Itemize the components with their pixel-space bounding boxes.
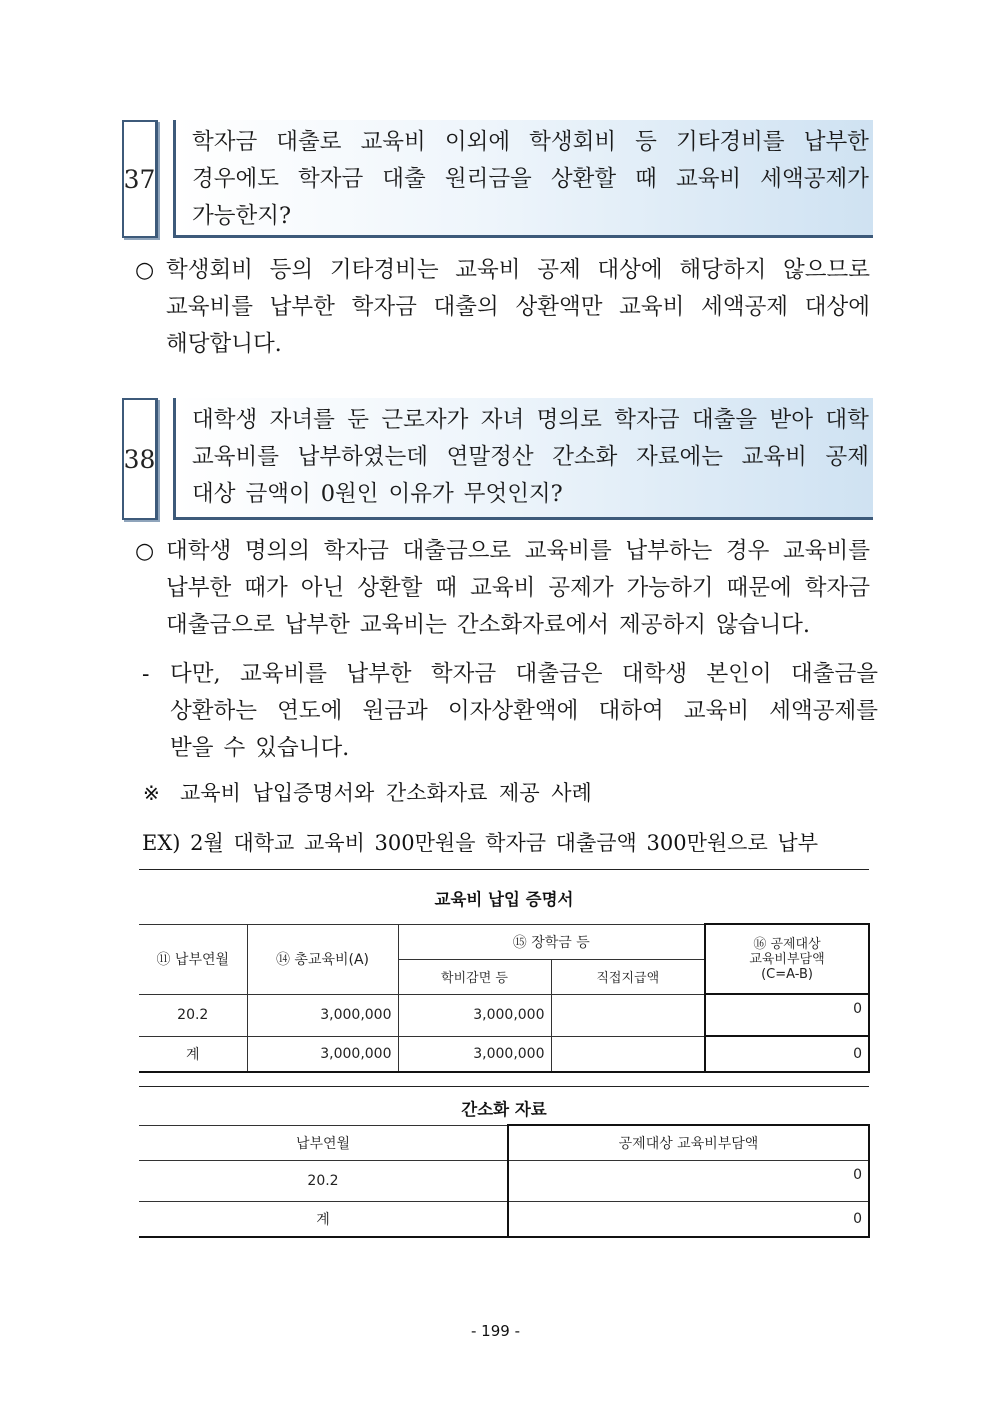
word: 교육비는 — [359, 612, 447, 638]
header-reduction: 학비감면 등 — [398, 959, 551, 994]
page-number: - 199 - — [471, 1322, 520, 1340]
cell-direct — [551, 994, 705, 1036]
header-deduct — [705, 924, 869, 994]
word: 학자금 — [323, 538, 389, 564]
word: 학자금 — [430, 661, 497, 687]
word: 등 — [635, 129, 657, 155]
cell-total: 3,000,000 — [247, 994, 398, 1036]
table-header-row — [139, 1125, 869, 1161]
header-deduct-line3: (C=A-B) — [761, 966, 813, 982]
word: 대상 — [192, 481, 236, 507]
text-line — [170, 656, 878, 693]
word: 교육비 — [619, 294, 685, 320]
cell-reduction: 3,000,000 — [398, 1036, 551, 1072]
cell-month: 계 — [139, 1036, 247, 1072]
certificate-table — [139, 923, 870, 1073]
example-text: EX) 2월 대학교 교육비 300만원을 학자금 대출금액 300만원으로 납부 — [142, 831, 818, 855]
word: 교육비를 — [524, 538, 612, 564]
word: 공제가 — [548, 575, 614, 601]
text-line — [192, 439, 869, 476]
word: 경우에도 — [192, 166, 279, 192]
word: 대학생 — [192, 407, 258, 433]
word: 수 — [223, 735, 246, 761]
word: 납부한 — [284, 612, 350, 638]
header-month: ⑪ 납부연월 — [139, 924, 247, 994]
question-37-text — [192, 124, 869, 235]
word: 대출금은 — [515, 661, 603, 687]
simplified-table — [139, 1124, 870, 1238]
text-line — [192, 402, 869, 439]
header-scholarship: ⑮ 장학금 등 — [398, 924, 705, 959]
dash-bullet: - — [142, 662, 150, 687]
question-box-37 — [173, 120, 873, 238]
divider-top — [139, 869, 869, 870]
word: 자녀 — [480, 407, 525, 433]
word: 상환할 — [357, 575, 423, 601]
word: 둔 — [347, 407, 369, 433]
text-line — [166, 252, 870, 289]
text-line — [166, 607, 870, 644]
word: 세액공제를 — [769, 698, 878, 724]
certificate-title: 교육비 납입 증명서 — [434, 890, 574, 909]
word: 납부하는 — [625, 538, 713, 564]
note-mark: ※ — [143, 781, 160, 805]
word: 납부한 — [803, 129, 869, 155]
word: 교육비 — [683, 698, 750, 724]
header-total: ⑭ 총교육비(A) — [247, 924, 398, 994]
header-month: 납부연월 — [139, 1125, 508, 1161]
header-amount: 공제대상 교육비부담액 — [508, 1125, 869, 1161]
word: 대학생 — [621, 661, 688, 687]
text-line — [170, 693, 878, 730]
word: 있습니다. — [255, 735, 350, 761]
word: 학자금 — [351, 294, 417, 320]
question-box-38 — [173, 398, 873, 520]
table-header-row — [139, 924, 869, 959]
text-line — [166, 533, 870, 570]
word: 세액공제 — [701, 294, 789, 320]
word: 대하여 — [598, 698, 664, 724]
cell-reduction: 3,000,000 — [398, 994, 551, 1036]
word: 대출금으로 — [402, 538, 512, 564]
word: 대학생 — [166, 538, 232, 564]
word: 간소화 — [552, 444, 618, 470]
text-line — [170, 730, 878, 767]
word: 공제 — [825, 444, 869, 470]
cell-month: 계 — [139, 1202, 508, 1238]
word: 납부하였는데 — [297, 444, 428, 470]
question-number-text: 38 — [123, 444, 156, 474]
cell-direct — [551, 1036, 705, 1072]
word: 명의로 — [536, 407, 602, 433]
header-direct: 직접지급액 — [551, 959, 705, 994]
table-row — [139, 994, 869, 1036]
word: 대상에 — [597, 257, 663, 283]
answer-38-text — [166, 533, 870, 644]
text-line — [166, 570, 870, 607]
question-number-text: 37 — [123, 164, 156, 194]
word: 해당합니다. — [166, 331, 282, 357]
text-line — [192, 161, 869, 198]
word: 납부한 — [269, 294, 335, 320]
text-line — [166, 326, 870, 363]
word: 기타경비는 — [329, 257, 439, 283]
word: 교육비를 — [783, 538, 870, 564]
header-deduct-line2: 교육비부담액 — [749, 951, 825, 967]
word: 납부한 — [346, 661, 412, 687]
word: 무엇인지? — [463, 481, 563, 507]
word: 이자상환액에 — [447, 698, 579, 724]
word: 때 — [435, 575, 458, 601]
text-line — [192, 198, 869, 235]
note-text: 교육비 납입증명서와 간소화자료 제공 사례 — [180, 781, 592, 805]
word: 대출금으로 — [166, 612, 275, 638]
word: 교육비 — [360, 129, 426, 155]
word: 연도에 — [277, 698, 343, 724]
cell-amount: 0 — [508, 1161, 869, 1202]
word: 납부한 — [166, 575, 232, 601]
word: 아닌 — [300, 575, 345, 601]
word: 받을 — [170, 735, 214, 761]
table-row — [139, 1161, 869, 1202]
word: 상환액만 — [515, 294, 603, 320]
word: 공제 — [537, 257, 581, 283]
word: 대출을 — [691, 407, 758, 433]
word: 교육비 — [675, 166, 742, 192]
word: 원금과 — [362, 698, 428, 724]
dash-paragraph-text — [170, 656, 878, 767]
question-number-38 — [122, 398, 158, 520]
word: 명의의 — [244, 538, 311, 564]
cell-month: 20.2 — [139, 1161, 508, 1202]
table-row — [139, 1036, 869, 1072]
word: 교육비 — [741, 444, 807, 470]
word: 대출금을 — [791, 661, 878, 687]
cell-month: 20.2 — [139, 994, 247, 1036]
table-row — [139, 1202, 869, 1238]
question-38-text — [192, 402, 869, 513]
word: 자료에는 — [636, 444, 723, 470]
word: 가능하기 — [626, 575, 714, 601]
word: 이유가 — [388, 481, 454, 507]
word: 다만, — [170, 661, 221, 687]
word: 간소화자료에서 — [456, 612, 610, 638]
word: 대출로 — [276, 129, 342, 155]
word: 않습니다. — [715, 612, 811, 638]
word: 대출 — [382, 166, 426, 192]
word: 학자금 — [298, 166, 364, 192]
word: 본인이 — [706, 661, 772, 687]
simplified-title: 간소화 자료 — [461, 1100, 547, 1119]
word: 대상에 — [804, 294, 870, 320]
word: 때가 — [244, 575, 288, 601]
word: 근로자가 — [381, 407, 469, 433]
word: 경우 — [725, 538, 770, 564]
text-line — [192, 124, 869, 161]
word: 가능한지? — [192, 203, 292, 229]
word: 않으므로 — [783, 257, 870, 283]
word: 자녀를 — [269, 407, 335, 433]
word: 때문에 — [726, 575, 792, 601]
word: 교육비 — [470, 575, 536, 601]
word: 원리금을 — [444, 166, 532, 192]
word: 받아 — [769, 407, 814, 433]
answer-bullet-37: ○ — [135, 258, 155, 283]
word: 학자금 — [614, 407, 680, 433]
word: 교육비 — [455, 257, 521, 283]
word: 대학 — [825, 407, 869, 433]
question-number-37 — [122, 120, 158, 238]
word: 교육비를 — [166, 294, 253, 320]
word: 학자금 — [804, 575, 870, 601]
answer-37-text — [166, 252, 870, 363]
text-line — [166, 289, 870, 326]
cell-amount: 0 — [508, 1202, 869, 1238]
word: 0원인 — [320, 481, 379, 507]
divider-middle — [139, 1086, 869, 1087]
word: 상환할 — [550, 166, 617, 192]
word: 학생회비 — [166, 257, 253, 283]
cell-total: 3,000,000 — [247, 1036, 398, 1072]
word: 세액공제가 — [760, 166, 869, 192]
word: 학자금 — [192, 129, 258, 155]
word: 이외에 — [444, 129, 511, 155]
header-deduct-line1: ⑯ 공제대상 — [753, 936, 821, 952]
word: 등의 — [269, 257, 314, 283]
word: 교육비를 — [240, 661, 327, 687]
cell-deduct: 0 — [705, 994, 869, 1036]
word: 교육비를 — [192, 444, 279, 470]
cell-deduct: 0 — [705, 1036, 869, 1072]
word: 상환하는 — [170, 698, 257, 724]
word: 기타경비를 — [675, 129, 785, 155]
word: 해당하지 — [679, 257, 767, 283]
word: 대출의 — [433, 294, 499, 320]
answer-bullet-38: ○ — [135, 539, 155, 564]
word: 금액이 — [245, 481, 311, 507]
word: 연말정산 — [446, 444, 534, 470]
word: 때 — [635, 166, 657, 192]
word: 제공하지 — [619, 612, 706, 638]
text-line — [192, 476, 869, 513]
word: 학생회비 — [529, 129, 617, 155]
